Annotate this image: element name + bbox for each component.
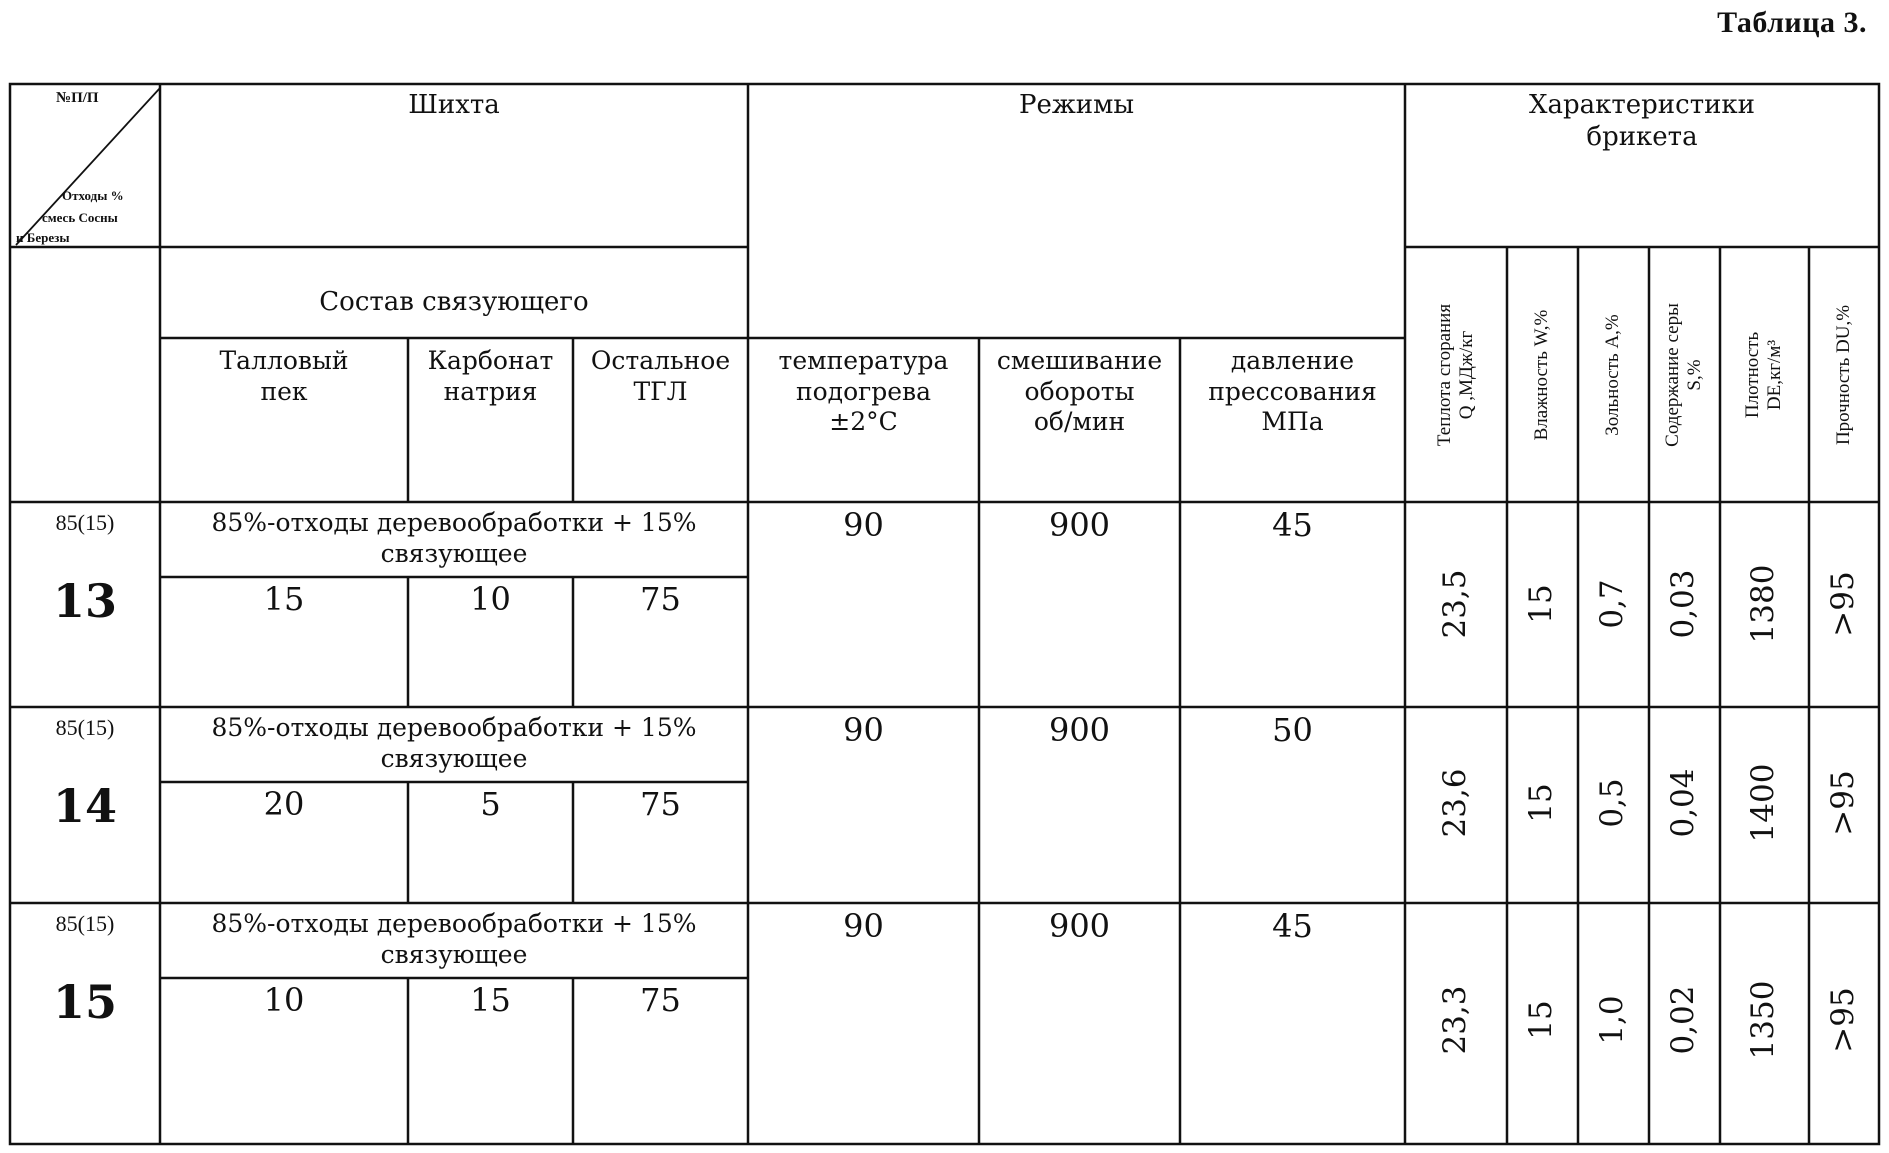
row-15-carb: 15 <box>470 981 511 1019</box>
col-mixing: смешивание обороты об/мин <box>996 346 1163 436</box>
header-rezhimy: Режимы <box>1018 90 1135 120</box>
row-13-carb: 10 <box>470 580 511 618</box>
row-14-number: 14 <box>52 779 117 833</box>
row-14-press: 50 <box>1272 711 1313 749</box>
col-rest-tgl: Остальное ТГЛ <box>590 346 731 406</box>
header-shihta: Шихта <box>408 90 500 120</box>
row-15-number: 15 <box>52 975 117 1029</box>
row-15-mix: 900 <box>1048 907 1111 945</box>
corner-waste-label-3: и Березы <box>16 230 70 245</box>
row-14-waste: 85(15) <box>55 715 115 740</box>
corner-number-label: №П/П <box>56 90 99 106</box>
row-14-mix: 900 <box>1048 711 1111 749</box>
row-14-carb: 5 <box>480 785 501 823</box>
row-13-temp: 90 <box>843 506 884 544</box>
row-14-tall: 20 <box>263 785 305 823</box>
row-15-waste: 85(15) <box>55 911 115 936</box>
row-13-rest: 75 <box>640 580 681 618</box>
row-14-composition: 85%-отходы деревообработки + 15% связующее <box>211 713 697 773</box>
row-15-rest: 75 <box>640 981 681 1019</box>
col-temperature: температура подогрева ±2°С <box>778 346 949 436</box>
row-15-tall: 10 <box>263 981 305 1019</box>
col-pressure: давление прессования МПа <box>1208 346 1377 436</box>
header-characteristics: Характеристики брикета <box>1528 90 1755 152</box>
corner-waste-label-2: смесь Сосны <box>42 210 118 225</box>
row-15-composition: 85%-отходы деревообработки + 15% связующее <box>211 909 697 969</box>
col-sodium-carbonate: Карбонат натрия <box>427 346 554 406</box>
table-caption: Таблица 3. <box>1717 6 1867 39</box>
corner-waste-label-1: Отходы % <box>62 188 124 203</box>
col-tall-pitch: Талловый пек <box>219 346 349 406</box>
row-13-press: 45 <box>1272 506 1313 544</box>
row-15-temp: 90 <box>843 907 884 945</box>
row-13-mix: 900 <box>1048 506 1111 544</box>
row-13-number: 13 <box>52 574 117 628</box>
row-15-press: 45 <box>1272 907 1313 945</box>
row-13-waste: 85(15) <box>55 510 115 535</box>
row-14-rest: 75 <box>640 785 681 823</box>
row-13-composition: 85%-отходы деревообработки + 15% связующее <box>211 508 697 568</box>
header-binder: Состав связующего <box>319 287 589 317</box>
row-13-tall: 15 <box>263 580 305 618</box>
row-14-temp: 90 <box>843 711 884 749</box>
